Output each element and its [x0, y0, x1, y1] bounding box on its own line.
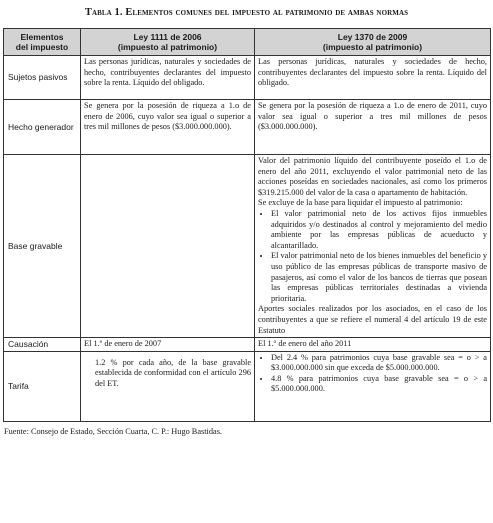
header-ley-1370 — [255, 29, 491, 56]
cell-causacion-ley1111: El 1.º de enero de 2007 — [81, 338, 255, 352]
tarifa-ley1111-text: 1.2 % por cada año, de la base gravable establecida de conformidad con el artículo 296 del ET. — [95, 357, 251, 388]
comparison-table — [3, 28, 491, 422]
label-causacion: Causación — [4, 338, 81, 352]
cell-base-ley1370 — [255, 155, 491, 338]
cell-sujetos-ley1370: Las personas jurídicas, naturales y sociedades de hecho, contribuyentes declarantes del impuesto sobre la renta. Líquido del obligado. — [255, 56, 491, 100]
cell-sujetos-ley1111: Las personas jurídicas, naturales y sociedades de hecho, contribuyentes declarantes del impuesto sobre la renta. Líquido del obligado. — [81, 56, 255, 100]
cell-hecho-ley1370: Se genera por la posesión de riqueza a 1.o de enero de 2011, cuyo valor sea igual o superior a tres mil millones de pesos ($3.000.000.000). — [255, 100, 491, 155]
header-row — [4, 29, 491, 56]
label-sujetos-pasivos: Sujetos pasivos — [4, 56, 81, 100]
header-ley-1111-line1: Ley 1111 de 2006 — [133, 32, 202, 42]
source-note: Fuente: Consejo de Estado, Sección Cuarta, C. P.: Hugo Bastidas. — [4, 426, 222, 436]
row-sujetos-pasivos — [4, 56, 491, 100]
base-exclusion-1: • El valor patrimonial neto de los activos fijos inmuebles adquiridos y/o destinados al control y mejoramiento del medio ambiente por las empresas públicas de acueducto y alcantarillado. — [271, 209, 487, 251]
cell-hecho-ley1111: Se genera por la posesión de riqueza a 1.o de enero de 2006, cuyo valor sea igual o superior a tres mil millones de pesos ($3.000.000.000). — [81, 100, 255, 155]
header-ley-1111-line2: (impuesto al patrimonio) — [117, 42, 218, 52]
header-ley-1370-line2: (impuesto al patrimonio) — [322, 42, 423, 52]
table-title: Tabla 1. Elementos comunes del impuesto al patrimonio de ambas normas — [84, 7, 409, 18]
base-exclusions-list — [258, 209, 487, 304]
cell-tarifa-ley1370 — [255, 351, 491, 421]
row-causacion — [4, 338, 491, 352]
header-ley-1370-line1: Ley 1370 de 2009 — [337, 32, 408, 42]
cell-base-ley1111 — [81, 155, 255, 338]
row-base-gravable — [4, 155, 491, 338]
label-hecho-generador: Hecho generador — [4, 100, 81, 155]
row-tarifa — [4, 351, 491, 421]
header-elementos-line1: Elementos — [20, 32, 64, 42]
base-paragraph-3: Aportes sociales realizados por los asociados, en el caso de los contribuyentes a que se refiere el numeral 4 del artículo 19 de este Estatuto — [258, 304, 487, 335]
tarifa-item-1: • Del 2.4 % para patrimonios cuya base gravable sea = o > a $3.000.000.000 sin que exceda de $5.000.000.000. — [271, 353, 487, 374]
cell-tarifa-ley1111 — [81, 351, 255, 421]
base-exclusion-2: • El valor patrimonial neto de los bienes inmuebles del beneficio y uso público de las empresas públicas de transporte masivo de pasajeros, así como el valor de los bancos de tierras que posean las empresas públicas territoriales destinadas a vivienda prioritaria. — [271, 251, 487, 304]
tarifa-item-2: • 4.8 % para patrimonios cuya base gravable sea = o > a $5.000.000.000. — [271, 374, 487, 395]
tarifa-list — [258, 353, 487, 395]
base-paragraph-1: Valor del patrimonio líquido del contribuyente poseído el 1.o de enero del año 2011, excluyendo el valor patrimonial neto de las acciones poseídas en sociedades nacionales, así como los primeros $319.215.000 del valor de la casa o apartamento de habitación. — [258, 156, 487, 197]
header-ley-1111 — [81, 29, 255, 56]
row-hecho-generador — [4, 100, 491, 155]
base-paragraph-2: Se excluye de la base para liquidar el impuesto al patrimonio: — [258, 198, 463, 208]
label-base-gravable: Base gravable — [4, 155, 81, 338]
header-elementos-line2: del impuesto — [15, 42, 69, 52]
label-tarifa: Tarifa — [4, 351, 81, 421]
cell-causacion-ley1370: El 1.º de enero del año 2011 — [255, 338, 491, 352]
header-elementos — [4, 29, 81, 56]
